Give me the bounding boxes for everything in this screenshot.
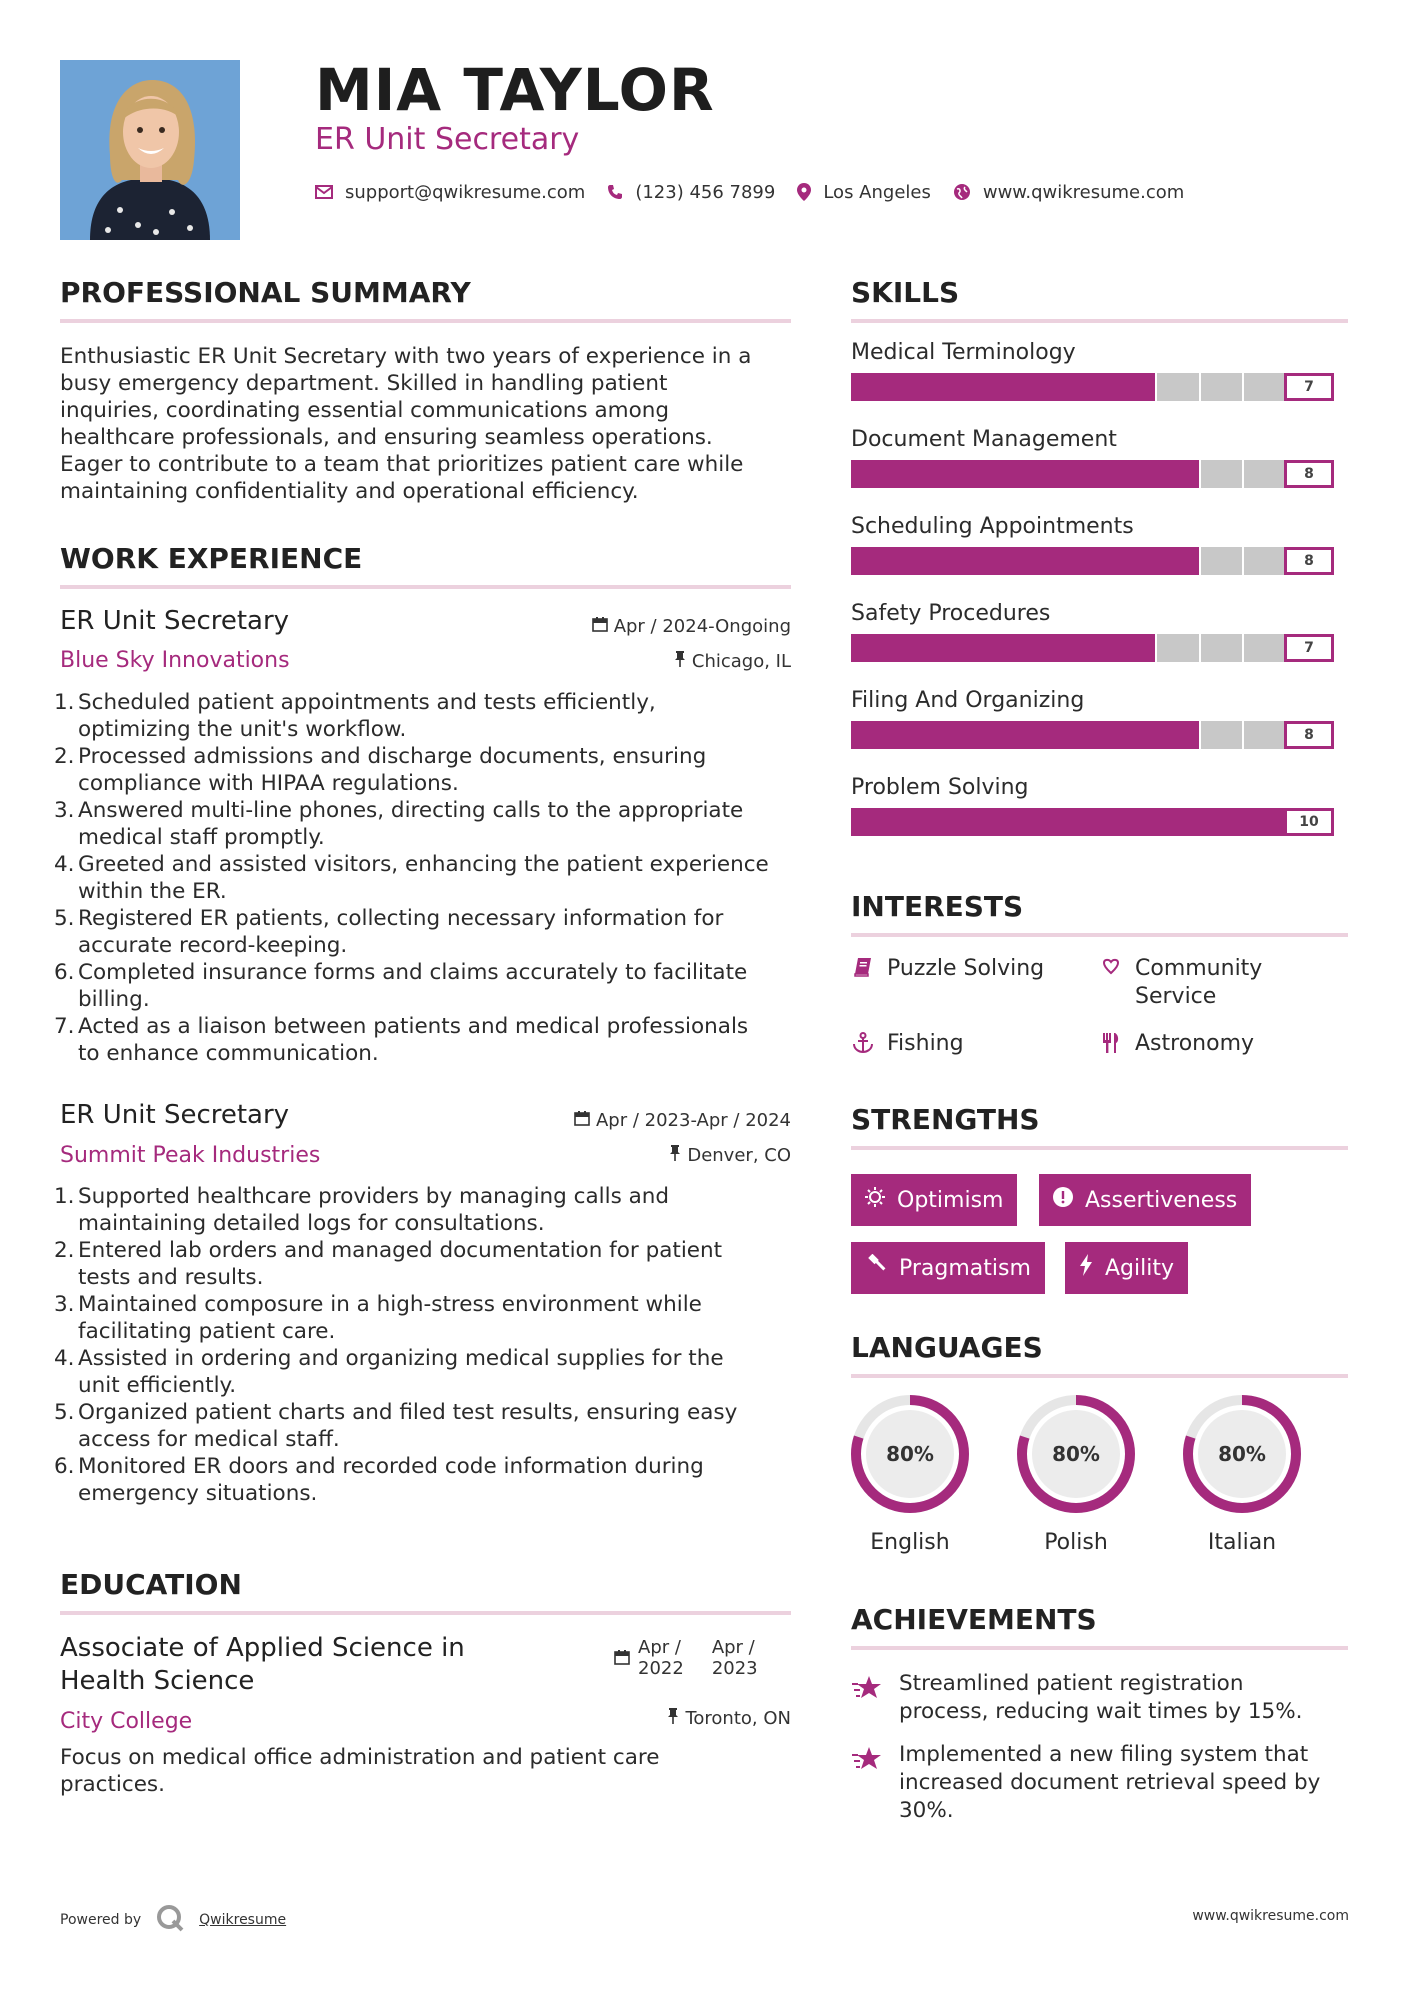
education-description: Focus on medical office administration and patient care practices.: [60, 1745, 660, 1797]
skill-bar-empty-segment: [1244, 373, 1286, 401]
skill-bar-filled-segment: [851, 460, 895, 488]
strengths-heading: STRENGTHS: [851, 1103, 1040, 1136]
skill-bar-empty-segment: [1201, 721, 1245, 749]
skill-bar-filled-segment: [938, 547, 982, 575]
education-location-text: Toronto, ON: [685, 1708, 791, 1729]
skill-bar-filled-segment: [1026, 373, 1070, 401]
job-dates: [460, 616, 791, 637]
list-item: 2. Processed admissions and discharge documents, ensuring compliance with HIPAA regulations.: [54, 744, 707, 796]
summary-heading: PROFESSIONAL SUMMARY: [60, 276, 471, 309]
summary-line: Enthusiastic ER Unit Secretary with two years of experience in a: [60, 344, 752, 369]
achievement-text: 30%.: [899, 1798, 954, 1823]
skill-bar-filled-segment: [1157, 721, 1201, 749]
skill-bar-filled-segment: [1070, 808, 1114, 836]
skill-bar-filled-segment: [938, 721, 982, 749]
language-percent: 80%: [1052, 1442, 1100, 1466]
job-company: Blue Sky Innovations: [60, 648, 290, 673]
skill-bar-empty-segment: [1201, 373, 1245, 401]
language-name: Italian: [1207, 1530, 1277, 1555]
skill-bar-filled-segment: [1157, 808, 1201, 836]
interest-label: Fishing: [887, 1031, 964, 1056]
languages-rule: [851, 1374, 1348, 1378]
pushpin-icon: [669, 1145, 681, 1166]
language-item: [845, 1392, 975, 1555]
interest-item: [1099, 955, 1262, 1011]
job-location-text: Chicago, IL: [691, 651, 791, 672]
skill-bar-filled-segment: [1070, 721, 1114, 749]
interest-label: Astronomy: [1135, 1031, 1255, 1056]
job-bullets: [54, 1183, 800, 1507]
degree-title: [60, 1632, 465, 1698]
qwikresume-logo-icon: [155, 1903, 185, 1937]
language-name: English: [870, 1530, 950, 1555]
strength-chip: [851, 1242, 1045, 1294]
footer-brand-link[interactable]: Qwikresume: [199, 1912, 287, 1928]
job-dates-text: Apr / 2023-Apr / 2024: [595, 1110, 791, 1131]
skill-bar: [851, 721, 1351, 749]
skill-bar-filled-segment: [982, 721, 1026, 749]
education-rule: [60, 1611, 791, 1615]
skill-bar-filled-segment: [895, 634, 939, 662]
education-start: Apr / 2022: [638, 1637, 684, 1679]
language-item: [1011, 1392, 1141, 1555]
contact-location: Los Angeles: [823, 181, 931, 203]
skill-name: Safety Procedures: [851, 601, 1051, 626]
skill-bar-empty-segment: [1201, 547, 1245, 575]
strength-label: Assertiveness: [1085, 1187, 1238, 1213]
list-item: 4. Greeted and assisted visitors, enhancing the patient experience within the ER.: [54, 852, 769, 904]
skill-bar: [851, 634, 1351, 662]
interest-item: [851, 955, 1044, 983]
skill-level-badge: 10: [1284, 808, 1334, 836]
interest-label: Community: [1135, 956, 1263, 981]
skill-bar-filled-segment: [1070, 547, 1114, 575]
map-pin-icon: [797, 183, 811, 201]
job-company: Summit Peak Industries: [60, 1143, 321, 1168]
skill-bar-filled-segment: [938, 373, 982, 401]
skill-bar-filled-segment: [1113, 547, 1157, 575]
skill-level-badge: 7: [1284, 373, 1334, 401]
job-bullets: [54, 689, 800, 1067]
skill-bar-filled-segment: [851, 721, 895, 749]
footer-brand: [60, 1903, 286, 1937]
skill-name: Problem Solving: [851, 775, 1029, 800]
skill-item: [851, 601, 1351, 688]
education-end: Apr / 2023: [711, 1637, 758, 1679]
summary-line: Eager to contribute to a team that prioritizes patient care while: [60, 452, 744, 477]
skill-bar-filled-segment: [895, 547, 939, 575]
school-name: City College: [60, 1709, 193, 1734]
skills-heading: SKILLS: [851, 276, 960, 309]
list-item: 2. Entered lab orders and managed documentation for patient tests and results.: [54, 1238, 723, 1290]
strength-label: Pragmatism: [899, 1255, 1031, 1281]
language-item: [1177, 1392, 1307, 1555]
skill-bar-filled-segment: [938, 808, 982, 836]
envelope-icon: [315, 185, 333, 199]
summary-line: healthcare professionals, and ensuring seamless operations.: [60, 425, 713, 450]
list-item: 4. Assisted in ordering and organizing medical supplies for the unit efficiently.: [54, 1346, 724, 1398]
contact-phone[interactable]: (123) 456 7899: [635, 181, 776, 203]
skill-bar-filled-segment: [895, 808, 939, 836]
degree-line: Associate of Applied Science in: [60, 1633, 465, 1663]
interest-item: [851, 1030, 964, 1058]
language-ring: [1014, 1392, 1138, 1516]
skill-level-badge: 8: [1284, 721, 1334, 749]
skill-bar-filled-segment: [1113, 460, 1157, 488]
gavel-icon: [865, 1254, 887, 1282]
candidate-title: ER Unit Secretary: [315, 122, 580, 157]
skill-bar-filled-segment: [1244, 808, 1286, 836]
contact-bar: [315, 178, 1206, 206]
calendar-icon: [574, 1110, 590, 1131]
skill-bar: [851, 460, 1351, 488]
star-medal-icon: [851, 1745, 885, 1825]
skill-bar-filled-segment: [1070, 373, 1114, 401]
skill-bar-filled-segment: [982, 547, 1026, 575]
contact-email[interactable]: support@qwikresume.com: [345, 181, 586, 203]
exclamation-circle-icon: [1053, 1187, 1073, 1213]
skill-name: Scheduling Appointments: [851, 514, 1134, 539]
anchor-icon: [851, 1032, 875, 1054]
achievement-text: Implemented a new filing system that: [899, 1742, 1309, 1767]
achievement-item: [851, 1741, 1351, 1825]
skill-name: Filing And Organizing: [851, 688, 1085, 713]
skill-bar-filled-segment: [1157, 460, 1201, 488]
skill-bar: [851, 547, 1351, 575]
language-name: Polish: [1044, 1530, 1108, 1555]
skill-item: [851, 514, 1351, 601]
skill-level-badge: 8: [1284, 460, 1334, 488]
globe-icon: [953, 183, 971, 201]
skill-bar-filled-segment: [982, 634, 1026, 662]
skill-item: [851, 340, 1351, 427]
language-percent: 80%: [886, 1442, 934, 1466]
strength-chip: [1039, 1174, 1251, 1226]
calendar-icon: [592, 616, 608, 637]
skill-bar-filled-segment: [851, 547, 895, 575]
portrait-image: [60, 60, 240, 240]
skill-bar-empty-segment: [1244, 634, 1286, 662]
pushpin-icon: [667, 1708, 679, 1729]
skill-bar-filled-segment: [1026, 634, 1070, 662]
skill-bar-filled-segment: [938, 634, 982, 662]
interests-rule: [851, 933, 1348, 937]
experience-rule: [60, 585, 791, 589]
job-role: ER Unit Secretary: [60, 606, 290, 636]
list-item: 7. Acted as a liaison between patients and medical professionals to enhance communication.: [54, 1014, 749, 1066]
language-percent: 80%: [1218, 1442, 1266, 1466]
job-dates-text: Apr / 2024-Ongoing: [613, 616, 791, 637]
language-ring: [848, 1392, 972, 1516]
list-item: 1. Supported healthcare providers by managing calls and maintaining detailed logs for consultations.: [54, 1184, 670, 1236]
job-role: ER Unit Secretary: [60, 1100, 290, 1130]
skill-name: Document Management: [851, 427, 1117, 452]
list-item: 5. Registered ER patients, collecting necessary information for accurate record-keeping.: [54, 906, 724, 958]
achievements-rule: [851, 1646, 1348, 1650]
skill-bar-filled-segment: [938, 460, 982, 488]
skill-bar: [851, 373, 1351, 401]
phone-icon: [607, 184, 623, 200]
skill-bar-filled-segment: [1026, 721, 1070, 749]
bolt-icon: [1079, 1254, 1093, 1282]
interests-heading: INTERESTS: [851, 890, 1024, 923]
achievement-item: [851, 1670, 1351, 1726]
contact-website[interactable]: www.qwikresume.com: [982, 181, 1185, 203]
skill-bar-empty-segment: [1244, 460, 1286, 488]
achievement-text: Streamlined patient registration: [899, 1671, 1244, 1696]
skill-bar-filled-segment: [1157, 547, 1201, 575]
skill-bar-filled-segment: [982, 808, 1026, 836]
list-item: 1. Scheduled patient appointments and tests efficiently, optimizing the unit's workflow.: [54, 690, 656, 742]
interest-label: Puzzle Solving: [887, 956, 1045, 981]
summary-text: [60, 343, 795, 505]
skill-item: [851, 775, 1351, 862]
languages-heading: LANGUAGES: [851, 1331, 1043, 1364]
skill-bar-filled-segment: [895, 721, 939, 749]
skills-list: [851, 340, 1351, 862]
job-location: [560, 651, 791, 672]
sun-icon: [865, 1187, 885, 1213]
skill-bar-filled-segment: [982, 460, 1026, 488]
footer-url[interactable]: www.qwikresume.com: [1192, 1908, 1349, 1924]
skill-bar-empty-segment: [1157, 634, 1201, 662]
star-medal-icon: [851, 1674, 885, 1726]
pushpin-icon: [674, 651, 686, 672]
skill-bar-filled-segment: [1026, 460, 1070, 488]
skill-bar-filled-segment: [1113, 721, 1157, 749]
interest-label: Service: [1135, 984, 1217, 1009]
summary-line: inquiries, coordinating essential communications among: [60, 398, 670, 423]
job-location-text: Denver, CO: [687, 1145, 791, 1166]
skill-bar-filled-segment: [1026, 808, 1070, 836]
skill-bar-filled-segment: [1113, 808, 1157, 836]
language-ring: [1180, 1392, 1304, 1516]
skill-item: [851, 427, 1351, 514]
summary-line: busy emergency department. Skilled in handling patient: [60, 371, 668, 396]
interest-item: [1099, 1030, 1254, 1058]
list-item: 6. Monitored ER doors and recorded code information during emergency situations.: [54, 1454, 704, 1506]
skill-bar-filled-segment: [895, 460, 939, 488]
skill-bar-filled-segment: [851, 808, 895, 836]
education-dates: [614, 1637, 758, 1679]
skill-bar-filled-segment: [982, 373, 1026, 401]
skill-item: [851, 688, 1351, 775]
skills-rule: [851, 319, 1348, 323]
job-dates: [460, 1110, 791, 1131]
list-item: 3. Maintained composure in a high-stress environment while facilitating patient care.: [54, 1292, 702, 1344]
skill-bar-filled-segment: [1070, 634, 1114, 662]
heart-hands-icon: [1099, 957, 1123, 977]
languages-list: [845, 1392, 1345, 1555]
summary-rule: [60, 319, 791, 323]
skill-bar-empty-segment: [1201, 460, 1245, 488]
skill-bar-empty-segment: [1244, 721, 1286, 749]
list-item: 6. Completed insurance forms and claims accurately to facilitate billing.: [54, 960, 748, 1012]
list-item: 3. Answered multi-line phones, directing calls to the appropriate medical staff promptly.: [54, 798, 744, 850]
job-location: [560, 1145, 791, 1166]
profile-photo: [60, 60, 240, 240]
skill-level-badge: 8: [1284, 547, 1334, 575]
degree-line: Health Science: [60, 1666, 255, 1696]
strengths-rule: [851, 1146, 1348, 1150]
strength-chip: [851, 1174, 1017, 1226]
candidate-name: MIA TAYLOR: [315, 56, 715, 124]
achievement-text: increased document retrieval speed by: [899, 1770, 1321, 1795]
skill-bar-empty-segment: [1201, 634, 1245, 662]
skill-bar-filled-segment: [1113, 634, 1157, 662]
skill-bar: [851, 808, 1351, 836]
summary-line: maintaining confidentiality and operational efficiency.: [60, 479, 639, 504]
skill-bar-filled-segment: [851, 373, 895, 401]
skill-bar-filled-segment: [1201, 808, 1245, 836]
skill-bar-filled-segment: [1113, 373, 1157, 401]
powered-by-text: Powered by: [60, 1912, 142, 1928]
strength-label: Optimism: [897, 1187, 1004, 1213]
strength-chip: [1065, 1242, 1188, 1294]
skill-bar-filled-segment: [1070, 460, 1114, 488]
skill-bar-filled-segment: [851, 634, 895, 662]
calendar-icon: [614, 1649, 630, 1670]
skill-name: Medical Terminology: [851, 340, 1076, 365]
skill-level-badge: 7: [1284, 634, 1334, 662]
achievements-heading: ACHIEVEMENTS: [851, 1603, 1097, 1636]
education-heading: EDUCATION: [60, 1568, 242, 1601]
achievement-text: process, reducing wait times by 15%.: [899, 1699, 1303, 1724]
education-location: [560, 1708, 791, 1729]
skill-bar-filled-segment: [1026, 547, 1070, 575]
skill-bar-empty-segment: [1157, 373, 1201, 401]
experience-heading: WORK EXPERIENCE: [60, 542, 363, 575]
list-item: 5. Organized patient charts and filed test results, ensuring easy access for medical staff.: [54, 1400, 738, 1452]
utensils-icon: [1099, 1032, 1123, 1054]
strength-label: Agility: [1105, 1255, 1174, 1281]
skill-bar-empty-segment: [1244, 547, 1286, 575]
skill-bar-filled-segment: [895, 373, 939, 401]
book-icon: [851, 957, 875, 977]
